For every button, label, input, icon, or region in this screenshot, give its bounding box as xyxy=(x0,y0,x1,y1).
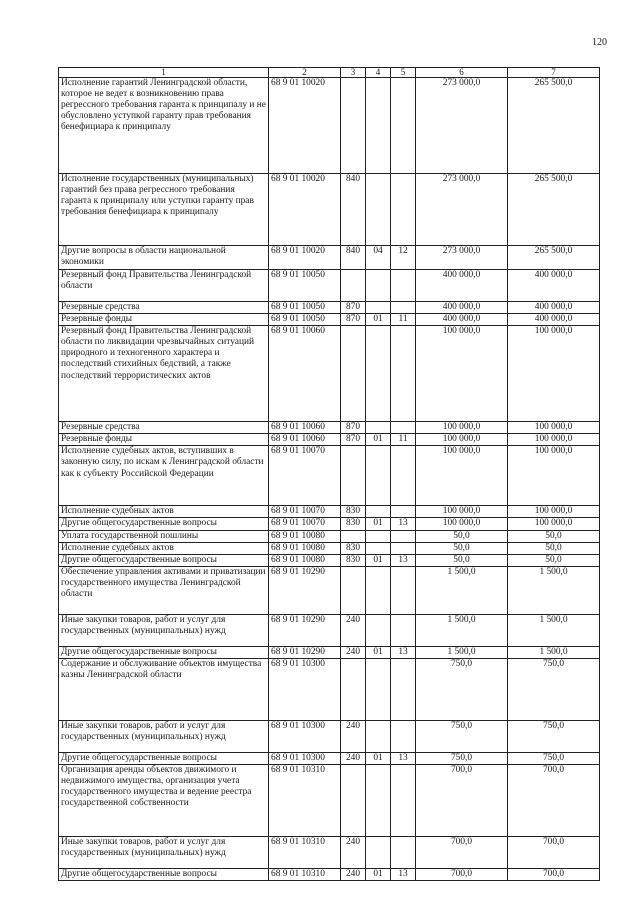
row-amount-year-2: 700,0 xyxy=(508,837,600,869)
row-amount-year-1: 750,0 xyxy=(416,720,508,752)
row-expense-type: 240 xyxy=(341,837,366,869)
row-csr-code: 68 9 01 10050 xyxy=(269,314,341,326)
row-amount-year-1: 700,0 xyxy=(416,869,508,881)
table-row xyxy=(59,542,600,554)
row-subsection: 12 xyxy=(391,246,416,270)
row-amount-year-2: 1 500,0 xyxy=(508,614,600,646)
row-subsection xyxy=(391,506,416,518)
row-amount-year-2: 400 000,0 xyxy=(508,270,600,302)
row-expense-type: 830 xyxy=(341,554,366,566)
row-amount-year-2: 1 500,0 xyxy=(508,566,600,614)
row-csr-code: 68 9 01 10060 xyxy=(269,422,341,434)
row-name: Другие общегосударственные вопросы xyxy=(59,869,269,881)
table-row xyxy=(59,506,600,518)
row-section xyxy=(366,765,391,837)
row-name: Содержание и обслуживание объектов имущества казны Ленинградской области xyxy=(59,658,269,720)
row-amount-year-2: 50,0 xyxy=(508,554,600,566)
row-csr-code: 68 9 01 10310 xyxy=(269,765,341,837)
row-subsection: 13 xyxy=(391,752,416,764)
row-expense-type: 870 xyxy=(341,314,366,326)
row-amount-year-2: 400 000,0 xyxy=(508,314,600,326)
row-csr-code: 68 9 01 10080 xyxy=(269,542,341,554)
row-csr-code: 68 9 01 10020 xyxy=(269,174,341,246)
row-section xyxy=(366,174,391,246)
row-section xyxy=(366,837,391,869)
row-section: 01 xyxy=(366,869,391,881)
row-subsection xyxy=(391,720,416,752)
row-amount-year-1: 100 000,0 xyxy=(416,326,508,422)
row-amount-year-2: 1 500,0 xyxy=(508,646,600,658)
table-row xyxy=(59,720,600,752)
row-amount-year-1: 1 500,0 xyxy=(416,646,508,658)
row-subsection xyxy=(391,326,416,422)
table-row xyxy=(59,566,600,614)
column-header-2: 2 xyxy=(269,68,341,78)
row-section: 04 xyxy=(366,246,391,270)
row-section xyxy=(366,542,391,554)
row-amount-year-2: 50,0 xyxy=(508,542,600,554)
row-expense-type xyxy=(341,270,366,302)
row-csr-code: 68 9 01 10050 xyxy=(269,302,341,314)
row-amount-year-2: 700,0 xyxy=(508,765,600,837)
row-csr-code: 68 9 01 10060 xyxy=(269,434,341,446)
row-name: Исполнение судебных актов xyxy=(59,542,269,554)
row-amount-year-1: 750,0 xyxy=(416,752,508,764)
row-amount-year-1: 50,0 xyxy=(416,530,508,542)
table-row xyxy=(59,174,600,246)
row-expense-type: 240 xyxy=(341,720,366,752)
row-amount-year-1: 400 000,0 xyxy=(416,302,508,314)
row-amount-year-1: 100 000,0 xyxy=(416,446,508,506)
row-subsection: 13 xyxy=(391,554,416,566)
row-name: Резервный фонд Правительства Ленинградской области xyxy=(59,270,269,302)
row-name: Исполнение гарантий Ленинградской области, которое не ведет к возникновению права регрессного требования гаранта к принципалу и не обусловлено уступкой гаранту прав требования бенефициара к принципалу xyxy=(59,78,269,174)
row-expense-type: 870 xyxy=(341,422,366,434)
row-subsection xyxy=(391,530,416,542)
row-section xyxy=(366,270,391,302)
row-amount-year-1: 100 000,0 xyxy=(416,422,508,434)
row-amount-year-2: 750,0 xyxy=(508,658,600,720)
row-amount-year-2: 750,0 xyxy=(508,752,600,764)
row-expense-type: 240 xyxy=(341,614,366,646)
row-amount-year-1: 100 000,0 xyxy=(416,506,508,518)
row-expense-type xyxy=(341,658,366,720)
table-row xyxy=(59,434,600,446)
row-amount-year-2: 100 000,0 xyxy=(508,434,600,446)
row-expense-type: 840 xyxy=(341,246,366,270)
row-expense-type xyxy=(341,446,366,506)
table-row xyxy=(59,765,600,837)
row-name: Резервные фонды xyxy=(59,434,269,446)
row-csr-code: 68 9 01 10060 xyxy=(269,326,341,422)
row-expense-type xyxy=(341,566,366,614)
row-amount-year-2: 100 000,0 xyxy=(508,446,600,506)
table-row xyxy=(59,246,600,270)
row-expense-type: 830 xyxy=(341,518,366,530)
row-name: Организация аренды объектов движимого и недвижимого имущества, организация учета государственного имущества и ведение реестра государственной собственности xyxy=(59,765,269,837)
row-amount-year-1: 700,0 xyxy=(416,837,508,869)
row-subsection: 11 xyxy=(391,434,416,446)
row-amount-year-1: 100 000,0 xyxy=(416,518,508,530)
row-amount-year-1: 700,0 xyxy=(416,765,508,837)
row-subsection xyxy=(391,270,416,302)
row-amount-year-1: 100 000,0 xyxy=(416,434,508,446)
row-section xyxy=(366,78,391,174)
table-row xyxy=(59,326,600,422)
row-subsection xyxy=(391,765,416,837)
row-section xyxy=(366,302,391,314)
row-amount-year-2: 700,0 xyxy=(508,869,600,881)
row-name: Обеспечение управления активами и приватизации государственного имущества Ленинградской области xyxy=(59,566,269,614)
column-header-6: 6 xyxy=(416,68,508,78)
row-subsection: 11 xyxy=(391,314,416,326)
row-amount-year-2: 100 000,0 xyxy=(508,518,600,530)
row-name: Исполнение судебных актов, вступивших в законную силу, по искам к Ленинградской области как к субъекту Российской Федерации xyxy=(59,446,269,506)
row-subsection xyxy=(391,302,416,314)
row-expense-type: 870 xyxy=(341,434,366,446)
row-name: Резервные фонды xyxy=(59,314,269,326)
row-subsection: 13 xyxy=(391,518,416,530)
row-expense-type: 830 xyxy=(341,506,366,518)
table-row xyxy=(59,869,600,881)
row-section xyxy=(366,422,391,434)
row-amount-year-1: 50,0 xyxy=(416,554,508,566)
row-subsection: 13 xyxy=(391,869,416,881)
row-subsection xyxy=(391,837,416,869)
row-csr-code: 68 9 01 10310 xyxy=(269,869,341,881)
table-row xyxy=(59,658,600,720)
row-amount-year-1: 400 000,0 xyxy=(416,270,508,302)
row-amount-year-2: 265 500,0 xyxy=(508,78,600,174)
page-number: 120 xyxy=(592,37,607,48)
row-csr-code: 68 9 01 10300 xyxy=(269,720,341,752)
row-section xyxy=(366,326,391,422)
row-name: Исполнение судебных актов xyxy=(59,506,269,518)
table-row xyxy=(59,518,600,530)
row-section: 01 xyxy=(366,554,391,566)
row-name: Другие общегосударственные вопросы xyxy=(59,518,269,530)
row-section xyxy=(366,720,391,752)
row-amount-year-1: 273 000,0 xyxy=(416,246,508,270)
row-name: Другие общегосударственные вопросы xyxy=(59,752,269,764)
row-section xyxy=(366,658,391,720)
row-section xyxy=(366,566,391,614)
row-subsection xyxy=(391,446,416,506)
row-amount-year-1: 50,0 xyxy=(416,542,508,554)
row-subsection xyxy=(391,542,416,554)
table-row xyxy=(59,422,600,434)
row-expense-type: 240 xyxy=(341,646,366,658)
row-name: Резервные средства xyxy=(59,422,269,434)
row-section xyxy=(366,530,391,542)
table-row xyxy=(59,837,600,869)
row-name: Уплата государственной пошлины xyxy=(59,530,269,542)
table-row xyxy=(59,646,600,658)
row-amount-year-2: 265 500,0 xyxy=(508,174,600,246)
row-section xyxy=(366,614,391,646)
row-amount-year-1: 750,0 xyxy=(416,658,508,720)
table-row xyxy=(59,302,600,314)
row-expense-type: 240 xyxy=(341,869,366,881)
row-subsection xyxy=(391,658,416,720)
row-name: Иные закупки товаров, работ и услуг для государственных (муниципальных) нужд xyxy=(59,720,269,752)
row-csr-code: 68 9 01 10310 xyxy=(269,837,341,869)
table-row xyxy=(59,554,600,566)
column-header-3: 3 xyxy=(341,68,366,78)
row-section: 01 xyxy=(366,434,391,446)
column-header-7: 7 xyxy=(508,68,600,78)
row-subsection xyxy=(391,566,416,614)
row-csr-code: 68 9 01 10050 xyxy=(269,270,341,302)
row-expense-type: 240 xyxy=(341,752,366,764)
row-csr-code: 68 9 01 10070 xyxy=(269,518,341,530)
row-expense-type xyxy=(341,530,366,542)
row-name: Исполнение государственных (муниципальных) гарантий без права регрессного требования гаранта к принципалу или уступки гаранту прав требования бенефициара к принципалу xyxy=(59,174,269,246)
table-row xyxy=(59,614,600,646)
row-amount-year-2: 400 000,0 xyxy=(508,302,600,314)
table-row xyxy=(59,314,600,326)
row-csr-code: 68 9 01 10290 xyxy=(269,566,341,614)
row-name: Резервный фонд Правительства Ленинградской области по ликвидации чрезвычайных ситуаций природного и техногенного характера и последствий стихийных бедствий, а также последствий террористических актов xyxy=(59,326,269,422)
row-csr-code: 68 9 01 10020 xyxy=(269,246,341,270)
budget-table xyxy=(58,67,600,881)
row-expense-type: 840 xyxy=(341,174,366,246)
row-amount-year-2: 100 000,0 xyxy=(508,422,600,434)
row-csr-code: 68 9 01 10290 xyxy=(269,614,341,646)
row-amount-year-1: 273 000,0 xyxy=(416,174,508,246)
row-csr-code: 68 9 01 10080 xyxy=(269,554,341,566)
row-csr-code: 68 9 01 10080 xyxy=(269,530,341,542)
row-name: Другие общегосударственные вопросы xyxy=(59,646,269,658)
row-subsection xyxy=(391,614,416,646)
column-header-4: 4 xyxy=(366,68,391,78)
row-expense-type: 870 xyxy=(341,302,366,314)
row-amount-year-2: 50,0 xyxy=(508,530,600,542)
row-csr-code: 68 9 01 10020 xyxy=(269,78,341,174)
row-amount-year-2: 100 000,0 xyxy=(508,326,600,422)
table-row xyxy=(59,270,600,302)
row-amount-year-2: 265 500,0 xyxy=(508,246,600,270)
row-subsection xyxy=(391,78,416,174)
row-expense-type xyxy=(341,326,366,422)
row-name: Иные закупки товаров, работ и услуг для государственных (муниципальных) нужд xyxy=(59,614,269,646)
row-section xyxy=(366,506,391,518)
row-subsection xyxy=(391,174,416,246)
row-amount-year-1: 273 000,0 xyxy=(416,78,508,174)
row-name: Другие вопросы в области национальной экономики xyxy=(59,246,269,270)
row-csr-code: 68 9 01 10290 xyxy=(269,646,341,658)
table-row xyxy=(59,530,600,542)
row-section: 01 xyxy=(366,752,391,764)
row-csr-code: 68 9 01 10300 xyxy=(269,658,341,720)
column-header-5: 5 xyxy=(391,68,416,78)
row-name: Иные закупки товаров, работ и услуг для государственных (муниципальных) нужд xyxy=(59,837,269,869)
row-expense-type xyxy=(341,78,366,174)
row-amount-year-1: 1 500,0 xyxy=(416,614,508,646)
row-expense-type: 830 xyxy=(341,542,366,554)
row-subsection: 13 xyxy=(391,646,416,658)
column-header-1: 1 xyxy=(59,68,269,78)
row-amount-year-1: 400 000,0 xyxy=(416,314,508,326)
row-subsection xyxy=(391,422,416,434)
row-name: Резервные средства xyxy=(59,302,269,314)
row-csr-code: 68 9 01 10070 xyxy=(269,446,341,506)
row-section xyxy=(366,446,391,506)
table-row xyxy=(59,78,600,174)
row-amount-year-2: 100 000,0 xyxy=(508,506,600,518)
table-row xyxy=(59,752,600,764)
table-row xyxy=(59,446,600,506)
row-expense-type xyxy=(341,765,366,837)
header-row xyxy=(59,68,600,78)
row-csr-code: 68 9 01 10070 xyxy=(269,506,341,518)
row-amount-year-1: 1 500,0 xyxy=(416,566,508,614)
row-amount-year-2: 750,0 xyxy=(508,720,600,752)
row-section: 01 xyxy=(366,646,391,658)
row-csr-code: 68 9 01 10300 xyxy=(269,752,341,764)
row-name: Другие общегосударственные вопросы xyxy=(59,554,269,566)
row-section: 01 xyxy=(366,314,391,326)
row-section: 01 xyxy=(366,518,391,530)
